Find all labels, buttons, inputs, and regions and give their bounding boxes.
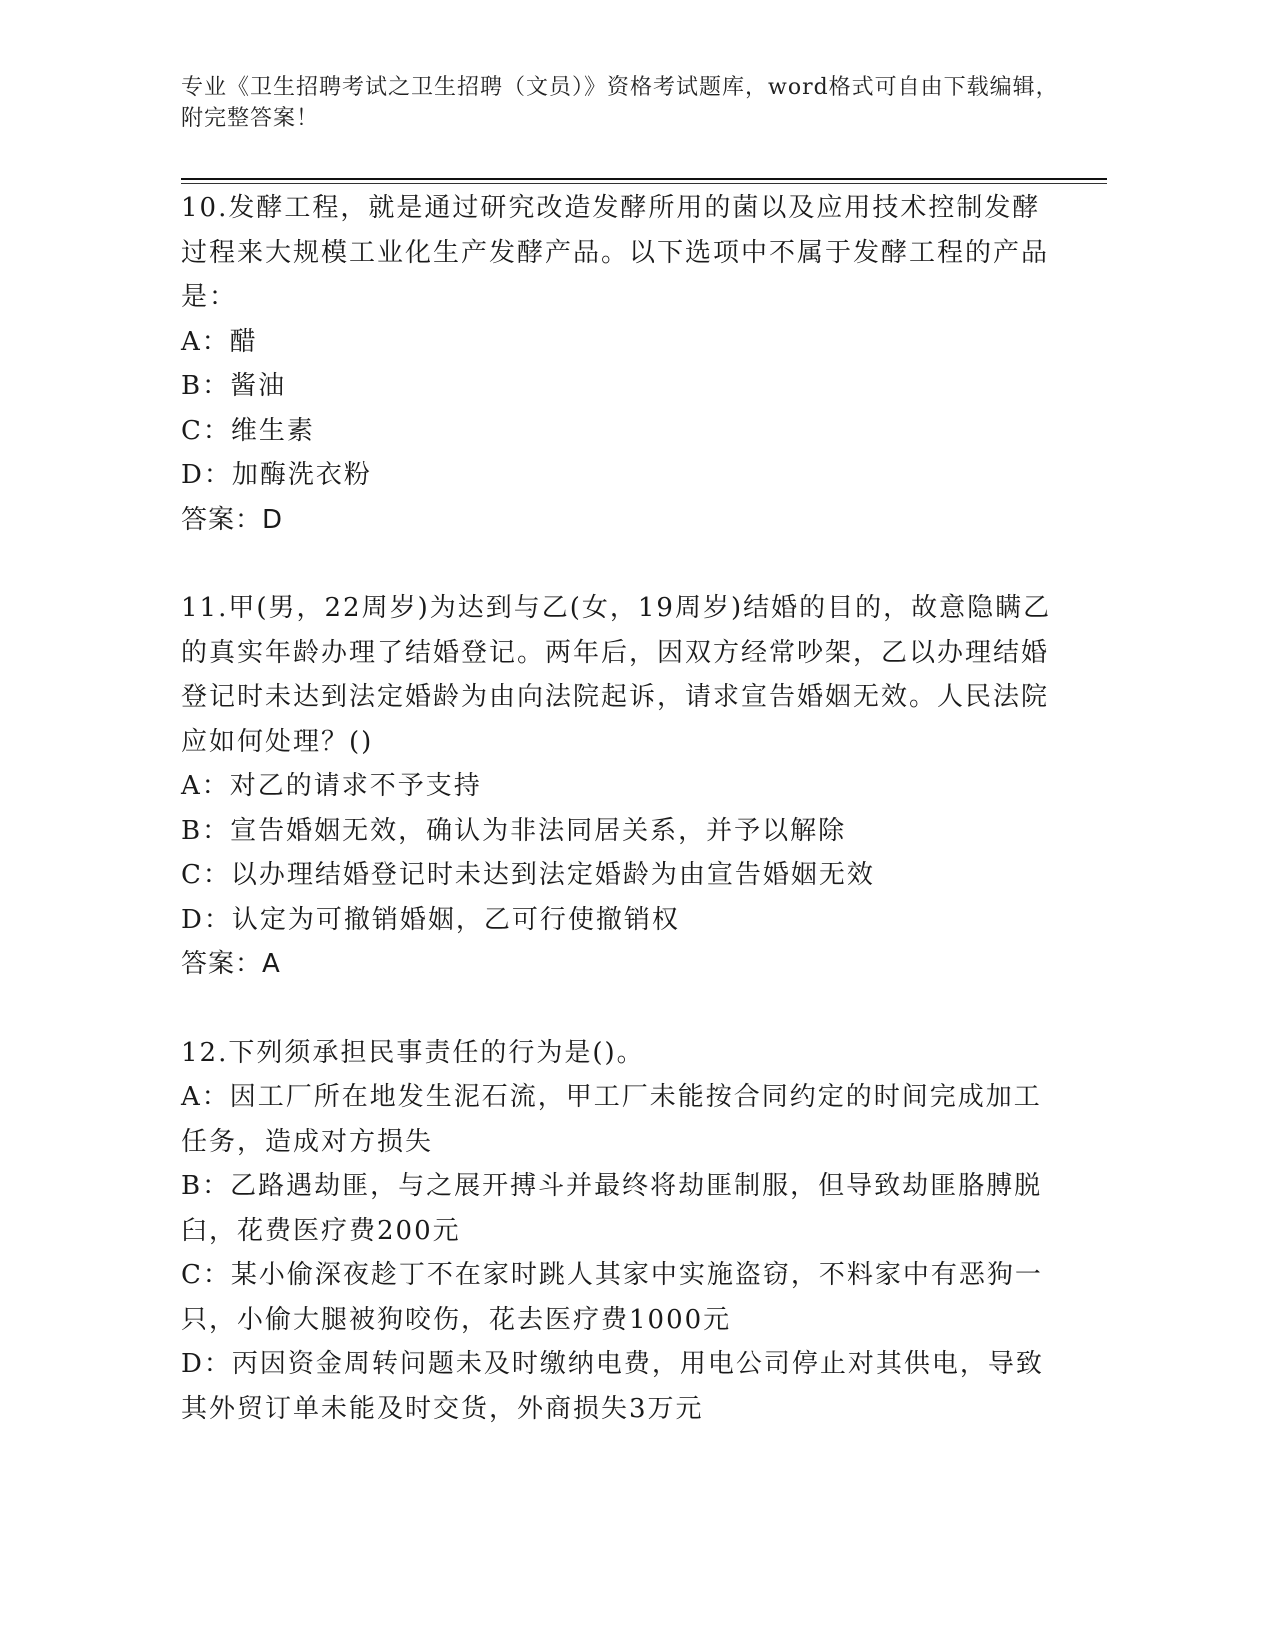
question-list xyxy=(181,186,1061,1431)
header-rule-thick xyxy=(181,178,1107,180)
question-stem: 11.甲(男，22周岁)为达到与乙(女，19周岁)结婚的目的，故意隐瞒乙的真实年龄办理了结婚登记。两年后，因双方经常吵架，乙以办理结婚登记时未达到法定婚龄为由向法院起诉，请求宣告婚姻无效。人民法院应如何处理？() xyxy=(181,593,1052,757)
option-b: B：酱油 xyxy=(181,371,287,401)
question-10 xyxy=(181,186,1061,542)
option-b: B：乙路遇劫匪，与之展开搏斗并最终将劫匪制服，但导致劫匪胳膊脱臼，花费医疗费200元 xyxy=(181,1171,1043,1246)
answer: 答案：A xyxy=(181,949,281,979)
option-d: D：加酶洗衣粉 xyxy=(181,460,372,490)
document-header: 专业《卫生招聘考试之卫生招聘（文员）》资格考试题库，word格式可自由下载编辑，附完整答案！ xyxy=(181,75,1059,131)
spacer xyxy=(181,987,1061,1031)
option-d: D：丙因资金周转问题未及时缴纳电费，用电公司停止对其供电，导致其外贸订单未能及时交货，外商损失3万元 xyxy=(181,1349,1044,1424)
spacer xyxy=(181,542,1061,586)
header-rule-thin xyxy=(181,183,1107,184)
option-d: D：认定为可撤销婚姻，乙可行使撤销权 xyxy=(181,904,680,935)
option-c: C：以办理结婚登记时未达到法定婚龄为由宣告婚姻无效 xyxy=(181,860,875,890)
option-a: A：因工厂所在地发生泥石流，甲工厂未能按合同约定的时间完成加工任务，造成对方损失 xyxy=(181,1082,1042,1157)
option-c: C：某小偷深夜趁丁不在家时跳人其家中实施盗窃，不料家中有恶狗一只，小偷大腿被狗咬伤，花去医疗费1000元 xyxy=(181,1260,1043,1335)
option-a: A：醋 xyxy=(181,326,258,357)
option-a: A：对乙的请求不予支持 xyxy=(181,771,482,801)
option-b: B：宣告婚姻无效，确认为非法同居关系，并予以解除 xyxy=(181,815,847,846)
question-11 xyxy=(181,586,1061,987)
question-stem: 12.下列须承担民事责任的行为是()。 xyxy=(181,1037,645,1068)
question-12 xyxy=(181,1031,1061,1432)
option-c: C：维生素 xyxy=(181,415,315,446)
question-stem: 10.发酵工程，就是通过研究改造发酵所用的菌以及应用技术控制发酵过程来大规模工业化生产发酵产品。以下选项中不属于发酵工程的产品是： xyxy=(181,193,1050,312)
answer: 答案：D xyxy=(181,504,284,535)
